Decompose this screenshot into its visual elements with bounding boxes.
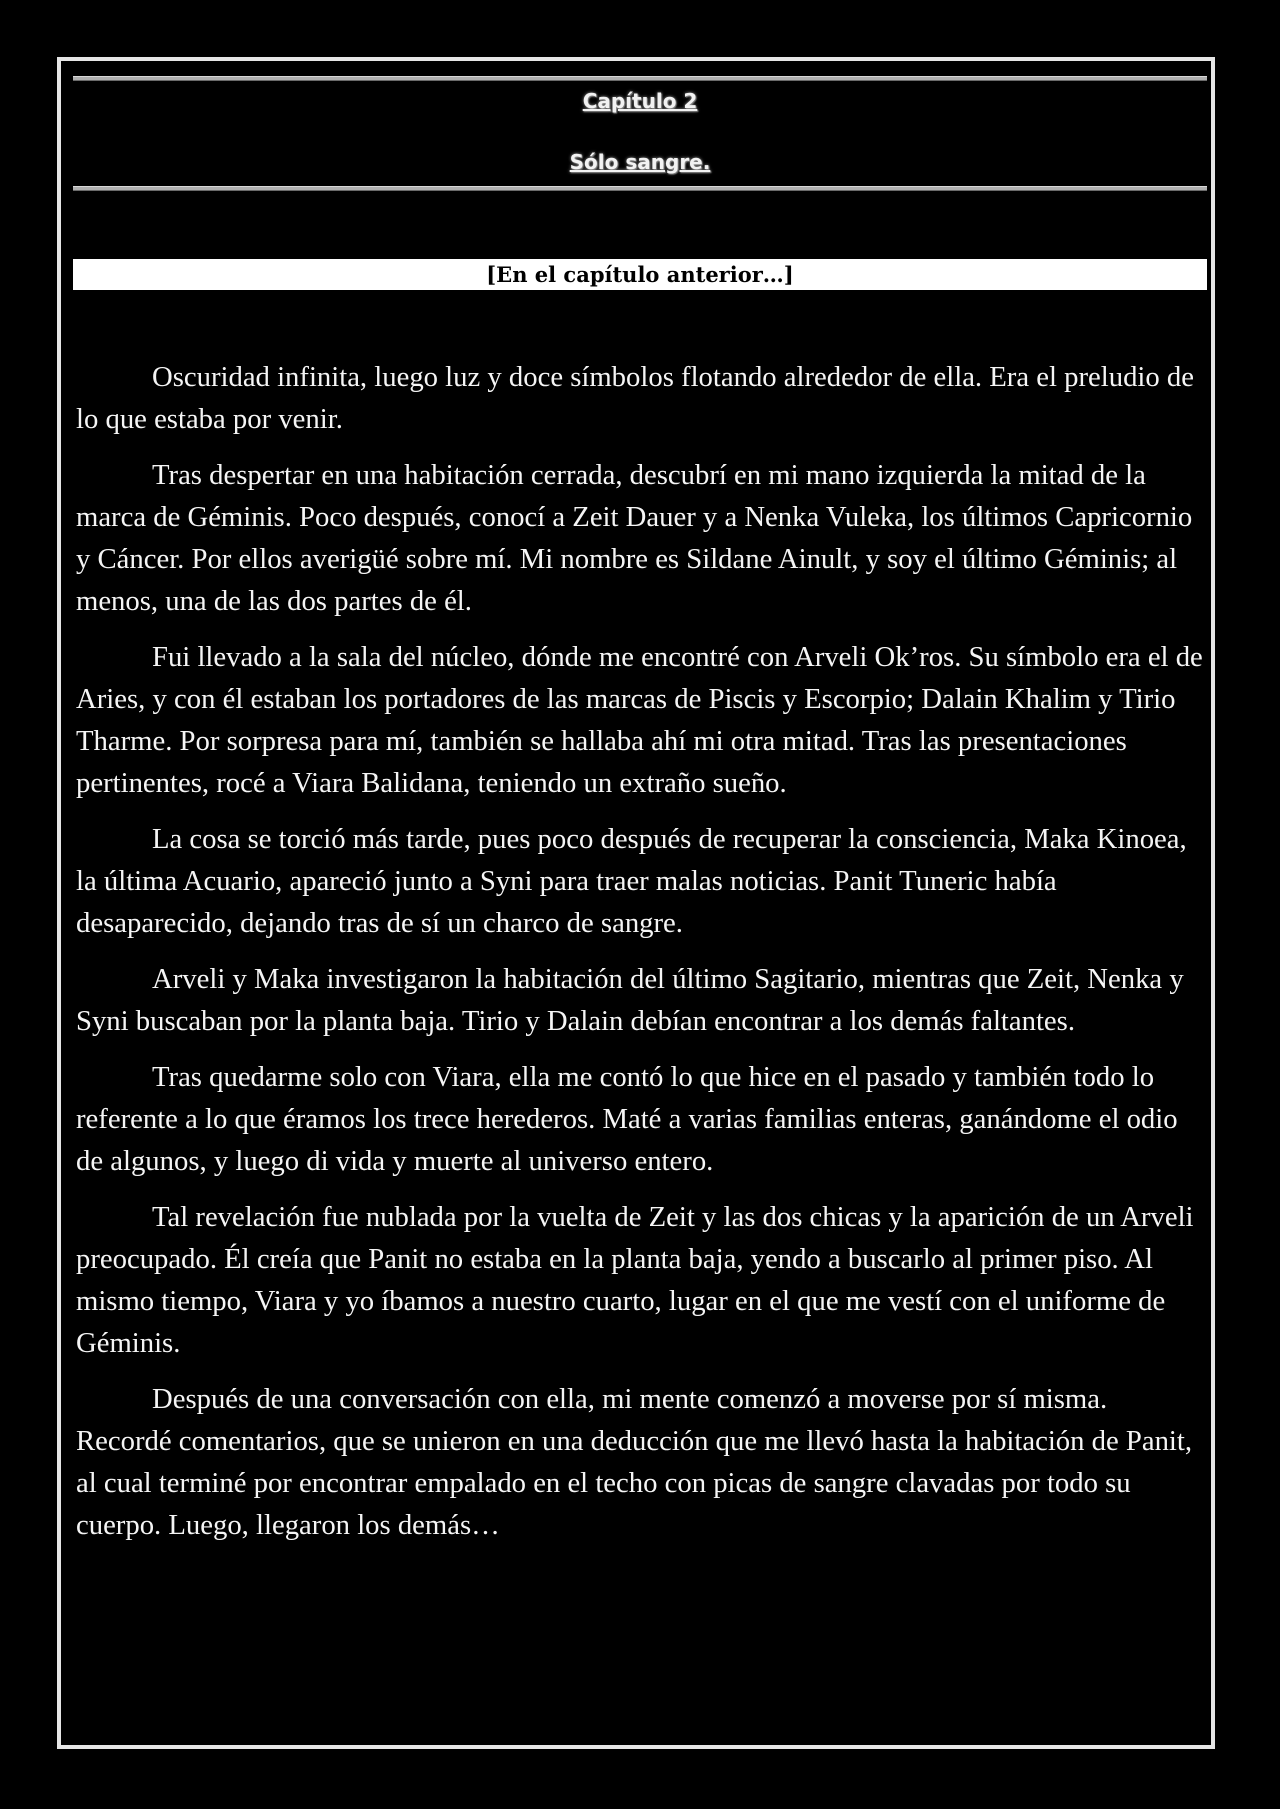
paragraph: Oscuridad infinita, luego luz y doce símbolos flotando alrededor de ella. Era el preludio de lo que estaba por venir. [76,361,1194,435]
paragraph: Tras quedarme solo con Viara, ella me contó lo que hice en el pasado y también todo lo referente a lo que éramos los trece herederos. Maté a varias familias enteras, ganándome el odio de algunos, y luego di vida y muerte al universo entero. [76,1061,1178,1177]
chapter-number: Capítulo 2 [582,89,698,113]
paragraph: Tras despertar en una habitación cerrada, descubrí en mi mano izquierda la mitad de la marca de Géminis. Poco después, conocí a Zeit Dauer y a Nenka Vuleka, los últimos Capricornio y Cáncer. Por ellos averigüé sobre mí. Mi nombre es Sildane Ainult, y soy el último Géminis; al menos, una de las dos partes de él. [76,459,1193,617]
paragraph: Después de una conversación con ella, mi mente comenzó a moverse por sí misma. Recordé comentarios, que se unieron en una deducción que me llevó hasta la habitación de Panit, al cual terminé por encontrar empalado en el techo con picas de sangre clavadas por todo su cuerpo. Luego, llegaron los demás… [76,1383,1193,1541]
header-top-rule [73,76,1207,81]
paragraph: Tal revelación fue nublada por la vuelta de Zeit y las dos chicas y la aparición de un Arveli preocupado. Él creía que Panit no estaba en la planta baja, yendo a buscarlo al primer piso. Al mismo tiempo, Viara y yo íbamos a nuestro cuarto, lugar en el que me vestí con el uniforme de Géminis. [76,1201,1194,1359]
recap-body [76,356,1204,1560]
recap-heading: [En el capítulo anterior…] [73,259,1207,290]
paragraph: Fui llevado a la sala del núcleo, dónde me encontré con Arveli Ok’ros. Su símbolo era el de Aries, y con él estaban los portadores de las marcas de Piscis y Escorpio; Dalain Khalim y Tirio Tharme. Por sorpresa para mí, también se hallaba ahí mi otra mitad. Tras las presentaciones pertinentes, rocé a Viara Balidana, teniendo un extraño sueño. [76,641,1203,799]
header-bottom-rule [73,186,1207,191]
chapter-title: Sólo sangre. [569,150,711,174]
paragraph: La cosa se torció más tarde, pues poco después de recuperar la consciencia, Maka Kinoea, la última Acuario, apareció junto a Syni para traer malas noticias. Panit Tuneric había desaparecido, dejando tras de sí un charco de sangre. [76,823,1187,939]
paragraph: Arveli y Maka investigaron la habitación del último Sagitario, mientras que Zeit, Nenka y Syni buscaban por la planta baja. Tirio y Dalain debían encontrar a los demás faltantes. [76,963,1184,1037]
